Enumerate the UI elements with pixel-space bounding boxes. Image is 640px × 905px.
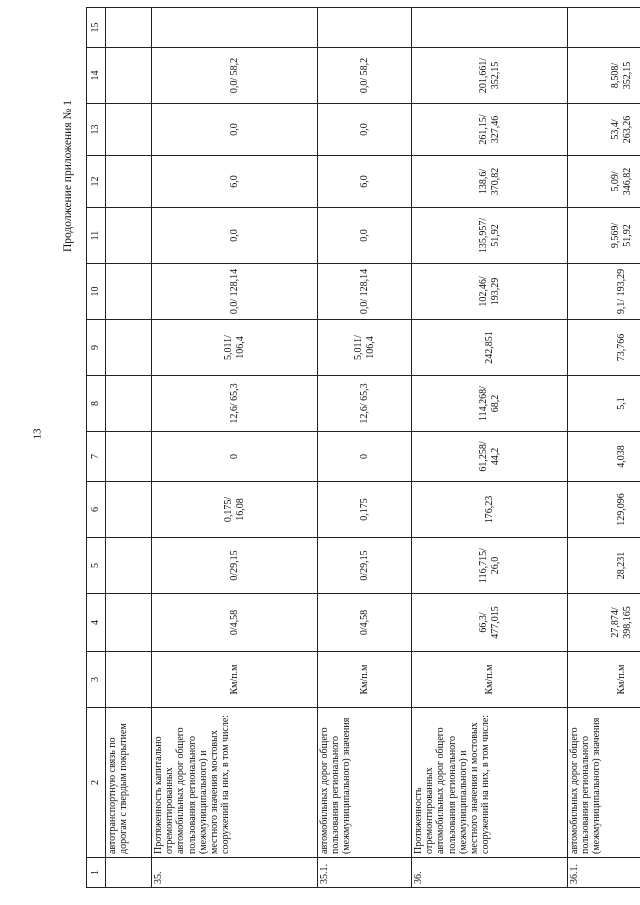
- unit-cell: [106, 652, 152, 708]
- value-cell-c10: [106, 264, 152, 320]
- value-cell-c9: 5,011/ 106,4: [318, 320, 412, 376]
- value-cell-c15: [568, 8, 640, 48]
- value-cell-c10: 0,0/ 128,14: [318, 264, 412, 320]
- value-cell-c5: 28,231: [568, 538, 640, 594]
- value-cell-c9: 5,011/ 106,4: [152, 320, 318, 376]
- row-number: 36.1.: [568, 858, 640, 888]
- indicator-name: автомобильных дорог общего пользования регионального (межмуниципального) значения: [568, 708, 640, 858]
- row-number: 36.: [412, 858, 568, 888]
- value-cell-c13: [106, 104, 152, 156]
- value-cell-c8: 114,268/ 68,2: [412, 376, 568, 432]
- value-cell-c12: [106, 156, 152, 208]
- value-cell-c15: [152, 8, 318, 48]
- value-cell-c13: 0,0: [152, 104, 318, 156]
- value-cell-c5: 0/29,15: [318, 538, 412, 594]
- value-cell-c7: 61,258/ 44,2: [412, 432, 568, 482]
- value-cell-c6: [106, 482, 152, 538]
- value-cell-c5: 0/29,15: [152, 538, 318, 594]
- continuation-text: Продолжение приложения № 1: [62, 99, 74, 253]
- column-header-13: 13: [87, 104, 106, 156]
- column-header-12: 12: [87, 156, 106, 208]
- value-cell-c14: 0,0/ 58,2: [152, 48, 318, 104]
- value-cell-c14: 8,508/ 352,15: [568, 48, 640, 104]
- value-cell-c7: [106, 432, 152, 482]
- value-cell-c6: 129,096: [568, 482, 640, 538]
- column-header-11: 11: [87, 208, 106, 264]
- value-cell-c12: 6,0: [152, 156, 318, 208]
- value-cell-c8: 12,6/ 65,3: [318, 376, 412, 432]
- value-cell-c15: [106, 8, 152, 48]
- indicator-name: Протяженность отремонтированных автомобильных дорог общего пользования регионального (межмуниципального) и местного значения и мостовых сооружений на них, в том числе:: [412, 708, 568, 858]
- value-cell-c6: 0,175: [318, 482, 412, 538]
- value-cell-c11: 135,957/ 51,92: [412, 208, 568, 264]
- value-cell-c11: [106, 208, 152, 264]
- indicator-name: Протяженность капитально отремонтированных автомобильных дорог общего пользования регионального (межмуниципального) и местного значения мостовых сооружений на них, в том числе:: [152, 708, 318, 858]
- table-row: [318, 8, 412, 888]
- column-header-1: 1: [87, 858, 106, 888]
- table-row: [412, 8, 568, 888]
- value-cell-c12: 138,6/ 370,82: [412, 156, 568, 208]
- value-cell-c14: [106, 48, 152, 104]
- column-header-15: 15: [87, 8, 106, 48]
- rotated-table-wrapper: [86, 8, 633, 888]
- unit-cell: Км/п.м: [318, 652, 412, 708]
- value-cell-c13: 261,15/ 327,46: [412, 104, 568, 156]
- page-number: 13: [31, 428, 44, 440]
- unit-cell: Км/п.м: [152, 652, 318, 708]
- value-cell-c14: 201,661/ 352,15: [412, 48, 568, 104]
- value-cell-c15: [318, 8, 412, 48]
- value-cell-c4: 0/4,58: [152, 594, 318, 652]
- row-number: 35.: [152, 858, 318, 888]
- column-header-3: 3: [87, 652, 106, 708]
- indicator-name: автотранспортную связь по дорогам с твердым покрытием: [106, 708, 152, 858]
- data-table: [86, 7, 640, 888]
- value-cell-c7: 0: [318, 432, 412, 482]
- value-cell-c10: 102,46/ 193,29: [412, 264, 568, 320]
- header-row: [87, 8, 106, 888]
- value-cell-c7: 4,038: [568, 432, 640, 482]
- table-row: [106, 8, 152, 888]
- column-header-5: 5: [87, 538, 106, 594]
- unit-cell: Км/п.м: [412, 652, 568, 708]
- value-cell-c12: 5,09/ 346,82: [568, 156, 640, 208]
- table-row: [152, 8, 318, 888]
- value-cell-c5: 116,715/ 26,0: [412, 538, 568, 594]
- value-cell-c6: 0,175/ 16,08: [152, 482, 318, 538]
- value-cell-c4: 0/4,58: [318, 594, 412, 652]
- value-cell-c7: 0: [152, 432, 318, 482]
- column-header-2: 2: [87, 708, 106, 858]
- value-cell-c11: 0,0: [152, 208, 318, 264]
- value-cell-c8: 5,1: [568, 376, 640, 432]
- row-number: [106, 858, 152, 888]
- value-cell-c11: 0,0: [318, 208, 412, 264]
- value-cell-c12: 6,0: [318, 156, 412, 208]
- column-header-6: 6: [87, 482, 106, 538]
- value-cell-c14: 0,0/ 58,2: [318, 48, 412, 104]
- indicator-name: автомобильных дорог общего пользования регионального (межмуниципального) значения: [318, 708, 412, 858]
- value-cell-c15: [412, 8, 568, 48]
- column-header-4: 4: [87, 594, 106, 652]
- value-cell-c4: [106, 594, 152, 652]
- value-cell-c9: 242,851: [412, 320, 568, 376]
- value-cell-c11: 9,569/ 51,92: [568, 208, 640, 264]
- column-header-14: 14: [87, 48, 106, 104]
- value-cell-c13: 0,0: [318, 104, 412, 156]
- value-cell-c8: 12,6/ 65,3: [152, 376, 318, 432]
- unit-cell: Км/п.м: [568, 652, 640, 708]
- value-cell-c9: 73,766: [568, 320, 640, 376]
- row-number: 35.1.: [318, 858, 412, 888]
- value-cell-c4: 66,3/ 477,015: [412, 594, 568, 652]
- column-header-9: 9: [87, 320, 106, 376]
- table-body: [106, 8, 640, 888]
- value-cell-c10: 9,1/ 193,29: [568, 264, 640, 320]
- table-row: [568, 8, 640, 888]
- value-cell-c8: [106, 376, 152, 432]
- column-header-7: 7: [87, 432, 106, 482]
- value-cell-c13: 53,4/ 263,26: [568, 104, 640, 156]
- column-header-8: 8: [87, 376, 106, 432]
- value-cell-c9: [106, 320, 152, 376]
- value-cell-c4: 27,874/ 398,165: [568, 594, 640, 652]
- value-cell-c6: 176,23: [412, 482, 568, 538]
- value-cell-c5: [106, 538, 152, 594]
- column-header-10: 10: [87, 264, 106, 320]
- value-cell-c10: 0,0/ 128,14: [152, 264, 318, 320]
